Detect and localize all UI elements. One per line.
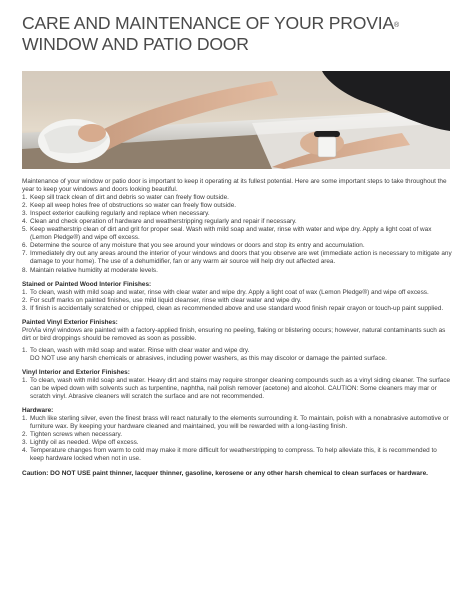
list-item: 2. Tighten screws when necessary. — [22, 431, 452, 439]
vinyl-interior-list — [22, 377, 452, 401]
list-item: 1. To clean, wash with mild soap and water, rinse with clear water and wipe dry. Apply a light coat of wax (Lemon Pledge®) and wipe off excess. — [22, 289, 452, 297]
list-item: 3. Inspect exterior caulking regularly and replace when necessary. — [22, 210, 452, 218]
list-item: 3. If finish is accidentally scratched or chipped, clean as recommended above and use standard wood finish repair crayon or touch-up paint supplied. — [22, 305, 452, 313]
stained-wood-list — [22, 289, 452, 313]
list-item: 5. Keep weatherstrip clean of dirt and grit for proper seal. Wash with mild soap and water, rinse with water and wipe dry. Apply a light coat of wax (Lemon Pledge®) and wipe off excess. — [22, 226, 452, 242]
main-maintenance-list — [22, 194, 452, 274]
caution-note: Caution: DO NOT USE paint thinner, lacquer thinner, gasoline, kerosene or any other harsh chemical to clean surfaces or hardware. — [22, 469, 428, 477]
painted-vinyl-item-text: To clean, wash with mild soap and water. Rinse with clear water and wipe dry. — [30, 346, 250, 354]
page-title — [22, 13, 452, 55]
intro-paragraph: Maintenance of your window or patio door is important to keep it operating at its fullest potential. Here are some important steps to take throughout the year to keep your windows and doors looking beautiful. — [22, 178, 447, 194]
list-item: 6. Determine the source of any moisture that you see around your windows or doors and stop its entry and accumulation. — [22, 242, 452, 250]
painted-vinyl-list — [22, 347, 452, 363]
title-line-1: CARE AND MAINTENANCE OF YOUR PROVIA — [22, 13, 394, 33]
painted-vinyl-intro: ProVia vinyl windows are painted with a factory-applied finish, ensuring no peeling, flaking or blistering occurs; however, natural contaminants such as dirt or bird droppings should be removed as soon as possible. — [22, 326, 446, 342]
list-item: 7. Immediately dry out any areas around the interior of your windows and doors that you observe are wet (immediate action is necessary to mitigate any damage to your home). The use of a dehumidifier, fan or any warm air source will help dry out affected area. — [22, 250, 452, 266]
list-item: 4. Clean and check operation of hardware and weatherstripping regularly and repair if necessary. — [22, 218, 452, 226]
list-item: 8. Maintain relative humidity at moderate levels. — [22, 267, 452, 275]
vinyl-interior-heading: Vinyl Interior and Exterior Finishes: — [22, 368, 130, 376]
list-item: 4. Temperature changes from warm to cold may make it more difficult for weatherstripping to compress. To help alleviate this, it is recommended to keep hardware locked when not in use. — [22, 447, 452, 463]
list-item: 1. Keep sill track clean of dirt and debris so water can freely flow outside. — [22, 194, 452, 202]
registered-mark: ® — [393, 22, 399, 29]
document-body — [22, 178, 452, 478]
list-item: 1. To clean, wash with mild soap and water. Heavy dirt and stains may require stronger cleaning compounds such as a vinyl siding cleaner. The surface can be wiped down with solvents such as turpentine, naphtha, nail polish remover (acetone) and alcohol. CAUTION: Some cleaners may mar or scratch vinyl. Abrasive cleaners will scratch the surface and are not recommended. — [22, 377, 452, 401]
painted-vinyl-item-note: DO NOT use any harsh chemicals or abrasives, including power washers, as this may discolor or damage the painted surface. — [30, 354, 387, 362]
cleaning-window-photo — [22, 71, 450, 169]
painted-vinyl-heading: Painted Vinyl Exterior Finishes: — [22, 318, 118, 326]
cleaning-window-illustration — [22, 71, 450, 169]
list-item: 2. Keep all weep holes free of obstructions so water can freely flow outside. — [22, 202, 452, 210]
hardware-heading: Hardware: — [22, 407, 54, 415]
list-item: 1. Much like sterling silver, even the finest brass will react naturally to the elements surrounding it. To maintain, polish with a nonabrasive automotive or furniture wax. By keeping your hardware cleaned and maintained, you will be rewarded with a long-lasting finish. — [22, 415, 452, 431]
list-item — [22, 347, 452, 363]
list-item: 2. For scuff marks on painted finishes, use mild liquid cleanser, rinse with clear water and wipe dry. — [22, 297, 452, 305]
hardware-list — [22, 415, 452, 463]
title-line-2: WINDOW AND PATIO DOOR — [22, 34, 249, 54]
stained-wood-heading: Stained or Painted Wood Interior Finishes: — [22, 280, 152, 288]
list-item: 3. Lightly oil as needed. Wipe off excess. — [22, 439, 452, 447]
